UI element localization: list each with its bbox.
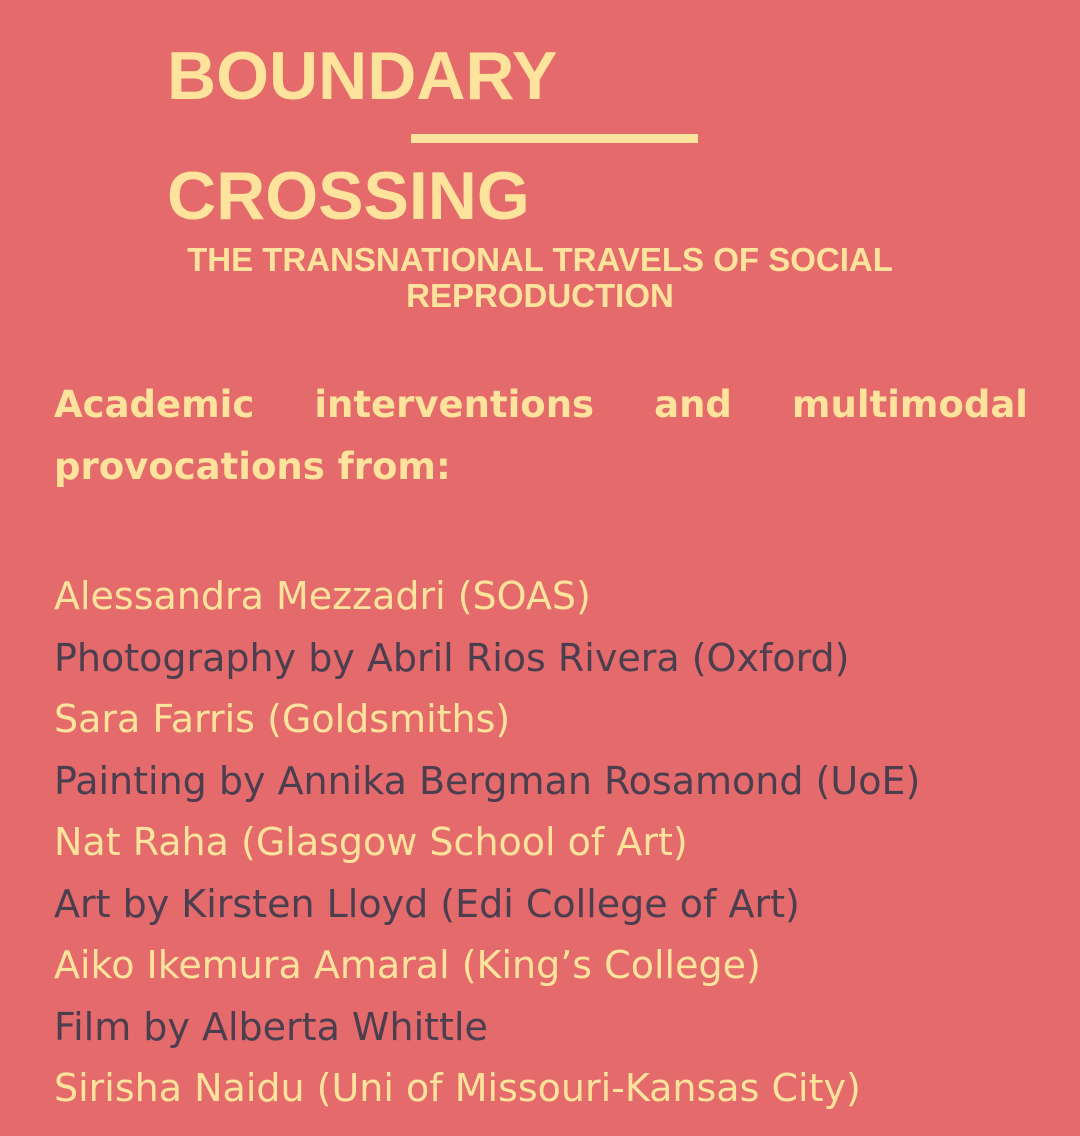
contributor-item: Nat Raha (Glasgow School of Art) <box>54 820 688 864</box>
contributor-item: Photography by Abril Rios Rivera (Oxford) <box>54 635 850 680</box>
subtitle: THE TRANSNATIONAL TRAVELS OF SOCIAL REPRODUCTION <box>187 241 893 314</box>
contributor-item: Sara Farris (Goldsmiths) <box>54 697 511 741</box>
contributor-item: Film by Alberta Whittle <box>54 1004 488 1049</box>
contributor-list <box>54 566 920 1120</box>
intro-text: Academic interventions and multimodal provocations from: <box>54 383 1028 488</box>
contributor-item: Aiko Ikemura Amaral (King’s College) <box>54 943 761 987</box>
title-divider <box>411 134 698 143</box>
title-line-2: CROSSING <box>167 158 530 234</box>
title-line-1: BOUNDARY <box>167 38 558 114</box>
contributor-item: Sirisha Naidu (Uni of Missouri-Kansas City) <box>54 1066 861 1110</box>
contributor-item: Painting by Annika Bergman Rosamond (UoE) <box>54 758 921 803</box>
contributor-item: Alessandra Mezzadri (SOAS) <box>54 574 591 618</box>
contributor-item: Art by Kirsten Lloyd (Edi College of Art) <box>54 881 800 926</box>
